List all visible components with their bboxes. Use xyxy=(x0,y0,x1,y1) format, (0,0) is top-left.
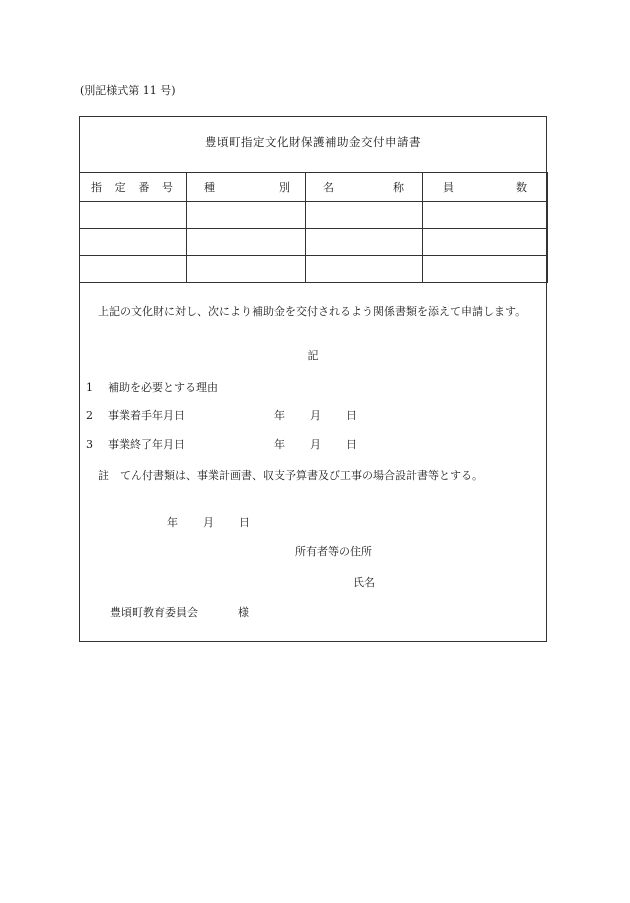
day-label: 日 xyxy=(346,409,357,422)
form-title: 豊頃町指定文化財保護補助金交付申請書 xyxy=(205,135,421,149)
header-char: 数 xyxy=(516,181,527,194)
item-label: 事業終了年月日 xyxy=(108,438,185,451)
day-label: 日 xyxy=(239,516,250,529)
table-row xyxy=(80,256,548,283)
property-table xyxy=(79,172,548,283)
item-start-date xyxy=(86,407,357,423)
table-cell[interactable] xyxy=(423,256,548,283)
header-type xyxy=(187,173,306,202)
addressee-name: 豊頃町教育委員会 xyxy=(110,606,198,619)
honorific: 様 xyxy=(238,606,249,619)
form-reference: (別記様式第 11 号) xyxy=(80,84,176,97)
month-label: 月 xyxy=(310,409,321,422)
table-row xyxy=(80,202,548,229)
header-char: 号 xyxy=(161,181,173,194)
header-char: 指 xyxy=(91,181,102,194)
month-label: 月 xyxy=(203,516,214,529)
header-char: 定 xyxy=(114,181,126,194)
item-number: 1 xyxy=(86,381,93,394)
owner-address-label: 所有者等の住所 xyxy=(295,545,372,558)
table-row xyxy=(80,229,548,256)
month-label: 月 xyxy=(310,438,321,451)
header-quantity xyxy=(423,173,548,202)
item-label: 事業着手年月日 xyxy=(108,409,185,422)
header-char: 番 xyxy=(138,181,150,194)
header-char: 員 xyxy=(443,181,454,194)
header-designation-number xyxy=(80,173,187,202)
header-char: 称 xyxy=(393,181,404,194)
application-form xyxy=(79,116,547,642)
item-number: 2 xyxy=(86,409,93,422)
note-text: 註 てん付書類は、事業計画書、収支予算書及び工事の場合設計書等とする。 xyxy=(98,469,483,482)
header-char: 名 xyxy=(323,181,334,194)
table-cell[interactable] xyxy=(423,202,548,229)
table-cell[interactable] xyxy=(306,229,423,256)
name-label: 氏名 xyxy=(353,576,375,589)
header-char: 別 xyxy=(279,181,290,194)
ki-heading: 記 xyxy=(307,349,319,362)
table-cell[interactable] xyxy=(187,256,306,283)
header-name xyxy=(306,173,423,202)
table-header-row xyxy=(80,173,548,202)
table-cell[interactable] xyxy=(80,229,187,256)
table-cell[interactable] xyxy=(80,256,187,283)
statement-text: 上記の文化財に対し、次により補助金を交付されるよう関係書類を添えて申請します。 xyxy=(98,305,527,318)
item-number: 3 xyxy=(86,438,93,451)
addressee xyxy=(110,604,249,620)
header-char: 種 xyxy=(204,181,215,194)
application-date xyxy=(167,514,250,530)
table-cell[interactable] xyxy=(306,202,423,229)
year-label: 年 xyxy=(167,516,178,529)
item-label: 補助を必要とする理由 xyxy=(108,381,218,394)
table-cell[interactable] xyxy=(187,229,306,256)
year-label: 年 xyxy=(274,409,285,422)
table-cell[interactable] xyxy=(187,202,306,229)
table-cell[interactable] xyxy=(80,202,187,229)
item-end-date xyxy=(86,436,357,452)
day-label: 日 xyxy=(346,438,357,451)
item-reason xyxy=(86,379,218,395)
year-label: 年 xyxy=(274,438,285,451)
table-cell[interactable] xyxy=(423,229,548,256)
table-cell[interactable] xyxy=(306,256,423,283)
